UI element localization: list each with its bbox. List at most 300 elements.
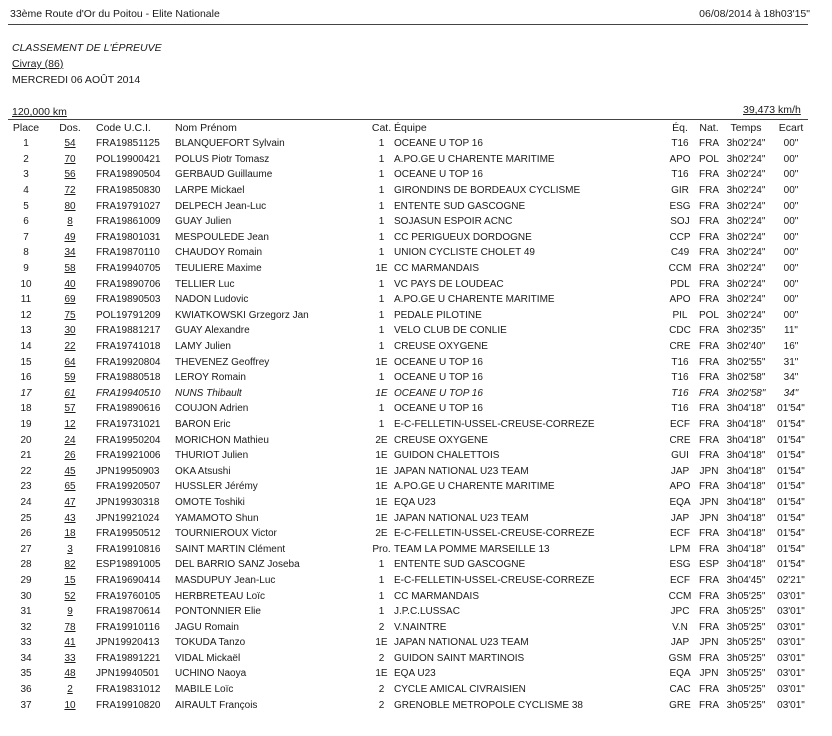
cell-dos	[44, 510, 96, 526]
bib-number: 18	[64, 528, 76, 540]
cell-eq: LPM	[669, 543, 691, 555]
bib-number: 15	[64, 574, 76, 586]
cell-equipe: EQA U23	[394, 668, 436, 680]
bib-number: 41	[64, 637, 76, 649]
cell-cat: 1	[378, 590, 385, 602]
table-row	[8, 417, 812, 433]
cell-place: 23	[20, 481, 32, 493]
cell-dos	[44, 432, 96, 448]
col-place: Place	[12, 122, 40, 134]
cell-temps: 3h05'25"	[726, 684, 766, 696]
cell-eq: APO	[669, 481, 691, 493]
cell-equipe: E-C-FELLETIN-USSEL-CREUSE-CORREZE	[394, 574, 595, 586]
cell-cat: 1E	[375, 387, 388, 399]
cell-ecart: 03'01"	[777, 621, 805, 633]
col-dos: Dos.	[59, 122, 81, 134]
cell-eq: PDL	[670, 278, 690, 290]
cell-temps: 3h02'24"	[726, 169, 766, 181]
race-name: 33ème Route d'Or du Poitou - Elite Nationale	[10, 8, 220, 20]
cell-eq: SOJ	[670, 216, 690, 228]
cell-nat: FRA	[699, 356, 719, 368]
table-row	[8, 495, 812, 511]
cell-cat: 1E	[375, 263, 388, 275]
cell-nat: FRA	[699, 231, 719, 243]
cell-nat: FRA	[699, 606, 719, 618]
cell-equipe: GIRONDINS DE BORDEAUX CYCLISME	[394, 185, 581, 197]
cell-dos	[44, 448, 96, 464]
cell-eq: GUI	[671, 450, 689, 462]
cell-dos	[44, 651, 96, 667]
bib-number: 22	[64, 341, 76, 353]
table-row	[8, 573, 812, 589]
cell-temps: 3h02'24"	[726, 263, 766, 275]
cell-uci: FRA19690414	[96, 574, 161, 586]
cell-place: 2	[23, 153, 29, 165]
cell-place: 14	[20, 341, 32, 353]
cell-nom: CHAUDOY Romain	[175, 247, 263, 259]
cell-temps: 3h02'24"	[726, 294, 766, 306]
cell-place: 30	[20, 590, 32, 602]
col-nom: Nom Prénom	[175, 122, 237, 134]
cell-nom: PONTONNIER Elie	[175, 606, 261, 618]
cell-temps: 3h02'24"	[726, 185, 766, 197]
cell-cat: 2	[378, 652, 385, 664]
cell-equipe: CYCLE AMICAL CIVRAISIEN	[394, 684, 526, 696]
cell-uci: FRA19731021	[96, 418, 161, 430]
cell-equipe: UNION CYCLISTE CHOLET 49	[394, 247, 535, 259]
cell-place: 19	[20, 418, 32, 430]
cell-cat: 1	[378, 309, 385, 321]
cell-eq: ESG	[669, 559, 691, 571]
cell-ecart: 01'54"	[777, 434, 805, 446]
cell-ecart: 00"	[783, 231, 799, 243]
cell-uci: FRA19741018	[96, 341, 161, 353]
cell-temps: 3h02'58"	[726, 387, 766, 399]
cell-nom: TOKUDA Tanzo	[175, 637, 246, 649]
cell-cat: 2	[378, 621, 385, 633]
cell-dos	[44, 323, 96, 339]
cell-nat: FRA	[699, 528, 719, 540]
results-body	[8, 136, 812, 713]
cell-uci: FRA19760105	[96, 590, 161, 602]
bib-number: 26	[64, 450, 76, 462]
cell-ecart: 01'54"	[777, 465, 805, 477]
table-row	[8, 152, 812, 168]
cell-eq: T16	[671, 387, 689, 399]
table-row	[8, 354, 812, 370]
cell-uci: FRA19890504	[96, 169, 161, 181]
cell-uci: FRA19851125	[96, 138, 160, 150]
cell-dos	[44, 604, 96, 620]
bib-number: 10	[64, 699, 76, 711]
cell-cat: 2	[378, 699, 385, 711]
cell-cat: 1	[378, 574, 385, 586]
cell-dos	[44, 214, 96, 230]
cell-dos	[44, 230, 96, 246]
cell-eq: CRE	[669, 434, 691, 446]
header-divider	[8, 24, 808, 25]
bib-number: 40	[64, 278, 76, 290]
bib-number: 45	[64, 465, 76, 477]
bib-number: 64	[64, 356, 76, 368]
cell-nat: FRA	[699, 169, 719, 181]
bib-number: 33	[64, 652, 76, 664]
cell-ecart: 34"	[783, 387, 799, 399]
table-row	[8, 308, 812, 324]
cell-nom: YAMAMOTO Shun	[175, 512, 259, 524]
cell-eq: ESG	[669, 200, 691, 212]
cell-ecart: 00"	[783, 200, 799, 212]
table-row	[8, 619, 812, 635]
cell-dos	[44, 697, 96, 713]
cell-uci: JPN19930318	[96, 496, 160, 508]
cell-nat: FRA	[699, 621, 719, 633]
cell-nom: BARON Eric	[175, 418, 231, 430]
cell-nat: FRA	[699, 434, 719, 446]
bib-number: 72	[64, 185, 76, 197]
table-row	[8, 541, 812, 557]
cell-cat: 1	[378, 169, 385, 181]
cell-cat: 1	[378, 138, 385, 150]
table-row	[8, 448, 812, 464]
table-row	[8, 588, 812, 604]
cell-uci: FRA19881217	[96, 325, 161, 337]
cell-ecart: 00"	[783, 247, 799, 259]
cell-nom: TELLIER Luc	[175, 278, 235, 290]
cell-uci: FRA19870614	[96, 606, 161, 618]
cell-place: 9	[23, 263, 29, 275]
cell-temps: 3h02'40"	[726, 341, 766, 353]
cell-ecart: 01'54"	[777, 528, 805, 540]
col-ecart: Ecart	[778, 122, 804, 134]
cell-uci: FRA19880518	[96, 372, 161, 384]
cell-cat: 1	[378, 606, 385, 618]
bib-number: 78	[64, 621, 76, 633]
cell-nom: OMOTE Toshiki	[175, 496, 245, 508]
table-row	[8, 276, 812, 292]
bib-number: 8	[67, 216, 73, 228]
cell-equipe: JAPAN NATIONAL U23 TEAM	[394, 465, 529, 477]
cell-eq: T16	[671, 403, 689, 415]
table-row	[8, 526, 812, 542]
table-row	[8, 401, 812, 417]
race-location: Civray (86)	[12, 58, 64, 70]
cell-cat: 1	[378, 216, 385, 228]
cell-ecart: 00"	[783, 278, 799, 290]
bib-number: 52	[64, 590, 76, 602]
cell-eq: CRE	[669, 341, 691, 353]
cell-cat: 1	[378, 372, 385, 384]
cell-uci: FRA19910116	[96, 621, 160, 633]
cell-cat: 1	[378, 278, 385, 290]
cell-ecart: 01'54"	[777, 512, 805, 524]
cell-eq: ECF	[670, 574, 690, 586]
cell-temps: 3h02'24"	[726, 153, 766, 165]
cell-place: 16	[20, 372, 32, 384]
table-row	[8, 214, 812, 230]
cell-equipe: J.P.C.LUSSAC	[394, 606, 460, 618]
cell-eq: CCM	[668, 263, 692, 275]
bib-number: 57	[64, 403, 76, 415]
cell-place: 27	[20, 543, 32, 555]
cell-uci: JPN19940501	[96, 668, 160, 680]
cell-nat: FRA	[699, 263, 719, 275]
cell-uci: FRA19950204	[96, 434, 161, 446]
cell-nat: FRA	[699, 185, 719, 197]
cell-temps: 3h05'25"	[726, 621, 766, 633]
cell-equipe: CC PERIGUEUX DORDOGNE	[394, 231, 532, 243]
cell-uci: FRA19890503	[96, 294, 161, 306]
cell-temps: 3h04'18"	[726, 450, 766, 462]
cell-ecart: 11"	[784, 325, 798, 337]
cell-equipe: A.PO.GE U CHARENTE MARITIME	[394, 481, 555, 493]
cell-uci: FRA19921006	[96, 450, 161, 462]
cell-ecart: 03'01"	[777, 699, 805, 711]
cell-temps: 3h02'58"	[726, 372, 766, 384]
cell-eq: EQA	[669, 668, 691, 680]
cell-temps: 3h04'45"	[726, 574, 766, 586]
cell-place: 5	[23, 200, 29, 212]
cell-nom: VIDAL Mickaël	[175, 652, 241, 664]
cell-place: 33	[20, 637, 32, 649]
cell-place: 15	[20, 356, 32, 368]
table-row	[8, 604, 812, 620]
cell-equipe: GUIDON CHALETTOIS	[394, 450, 500, 462]
cell-ecart: 03'01"	[777, 652, 805, 664]
bib-number: 2	[67, 684, 73, 696]
cell-nat: JPN	[699, 512, 719, 524]
cell-nom: OKA Atsushi	[175, 465, 231, 477]
cell-cat: 2E	[375, 528, 388, 540]
cell-dos	[44, 635, 96, 651]
cell-ecart: 01'54"	[777, 403, 805, 415]
cell-ecart: 03'01"	[777, 668, 805, 680]
cell-uci: FRA19791027	[96, 200, 161, 212]
race-distance: 120,000 km	[12, 106, 67, 118]
cell-ecart: 01'54"	[777, 450, 805, 462]
cell-nom: MESPOULEDE Jean	[175, 231, 269, 243]
cell-ecart: 00"	[783, 138, 799, 150]
results-table	[8, 120, 812, 713]
cell-nom: TOURNIEROUX Victor	[175, 528, 277, 540]
cell-place: 36	[20, 684, 32, 696]
cell-place: 11	[20, 294, 32, 306]
cell-equipe: E-C-FELLETIN-USSEL-CREUSE-CORREZE	[394, 418, 595, 430]
cell-temps: 3h02'24"	[726, 200, 766, 212]
bib-number: 3	[67, 543, 73, 555]
cell-dos	[44, 292, 96, 308]
cell-equipe: TEAM LA POMME MARSEILLE 13	[394, 543, 550, 555]
cell-dos	[44, 666, 96, 682]
cell-dos	[44, 526, 96, 542]
table-row	[8, 386, 812, 402]
cell-eq: CCM	[668, 590, 692, 602]
cell-dos	[44, 370, 96, 386]
cell-cat: 1E	[375, 496, 388, 508]
cell-ecart: 00"	[783, 153, 799, 165]
cell-place: 37	[20, 699, 32, 711]
cell-uci: FRA19890616	[96, 403, 161, 415]
cell-nat: ESP	[698, 559, 719, 571]
bib-number: 61	[64, 387, 76, 399]
cell-nom: HUSSLER Jérémy	[175, 481, 258, 493]
bib-number: 43	[64, 512, 76, 524]
table-row	[8, 245, 812, 261]
cell-ecart: 34"	[783, 372, 799, 384]
cell-nat: FRA	[699, 216, 719, 228]
cell-dos	[44, 183, 96, 199]
cell-cat: 1	[378, 231, 385, 243]
cell-temps: 3h02'24"	[726, 247, 766, 259]
cell-dos	[44, 573, 96, 589]
cell-nat: FRA	[699, 590, 719, 602]
cell-equipe: CREUSE OXYGENE	[394, 341, 488, 353]
cell-place: 1	[23, 138, 29, 150]
cell-uci: FRA19910816	[96, 543, 161, 555]
cell-equipe: PEDALE PILOTINE	[394, 309, 482, 321]
cell-place: 29	[20, 574, 32, 586]
cell-uci: JPN19921024	[96, 512, 160, 524]
cell-cat: 1	[378, 200, 385, 212]
cell-temps: 3h04'18"	[726, 512, 766, 524]
cell-ecart: 00"	[783, 263, 799, 275]
cell-equipe: A.PO.GE U CHARENTE MARITIME	[394, 294, 555, 306]
bib-number: 9	[67, 606, 73, 618]
table-row	[8, 463, 812, 479]
cell-eq: APO	[669, 153, 691, 165]
col-nat: Nat.	[699, 122, 719, 134]
cell-place: 12	[20, 309, 32, 321]
cell-nat: POL	[698, 153, 719, 165]
cell-cat: 1	[378, 325, 385, 337]
cell-nat: FRA	[699, 294, 719, 306]
cell-nat: FRA	[699, 200, 719, 212]
table-row	[8, 323, 812, 339]
table-row	[8, 635, 812, 651]
cell-eq: T16	[671, 356, 689, 368]
cell-uci: FRA19831012	[96, 684, 161, 696]
bib-number: 59	[64, 372, 76, 384]
cell-equipe: EQA U23	[394, 496, 436, 508]
cell-place: 4	[23, 185, 29, 197]
cell-eq: T16	[671, 169, 689, 181]
cell-cat: 1E	[375, 481, 388, 493]
cell-temps: 3h04'18"	[726, 559, 766, 571]
cell-temps: 3h02'24"	[726, 138, 766, 150]
cell-nom: TEULIERE Maxime	[175, 263, 262, 275]
cell-nom: JAGU Romain	[175, 621, 239, 633]
cell-equipe: VC PAYS DE LOUDEAC	[394, 278, 504, 290]
cell-uci: ESP19891005	[96, 559, 161, 571]
cell-uci: JPN19950903	[96, 465, 160, 477]
cell-temps: 3h05'25"	[726, 606, 766, 618]
cell-eq: APO	[669, 294, 691, 306]
cell-ecart: 00"	[783, 309, 799, 321]
cell-temps: 3h05'25"	[726, 637, 766, 649]
bib-number: 34	[64, 247, 76, 259]
race-date: MERCREDI 06 AOÛT 2014	[12, 74, 141, 86]
cell-cat: 1	[378, 247, 385, 259]
col-cat: Cat.	[371, 122, 392, 134]
col-uci: Code U.C.I.	[96, 122, 151, 134]
cell-place: 34	[20, 652, 32, 664]
cell-place: 17	[20, 387, 32, 399]
table-row	[8, 136, 812, 152]
bib-number: 48	[64, 668, 76, 680]
cell-ecart: 01'54"	[777, 559, 805, 571]
cell-nom: NADON Ludovic	[175, 294, 249, 306]
cell-ecart: 01'54"	[777, 481, 805, 493]
cell-nat: FRA	[699, 403, 719, 415]
bib-number: 58	[64, 263, 76, 275]
table-row	[8, 432, 812, 448]
cell-dos	[44, 463, 96, 479]
print-timestamp: 06/08/2014 à 18h03'15"	[699, 8, 810, 20]
cell-place: 7	[23, 231, 29, 243]
cell-uci: POL19900421	[96, 153, 161, 165]
cell-place: 28	[20, 559, 32, 571]
cell-dos	[44, 401, 96, 417]
cell-uci: FRA19910820	[96, 699, 161, 711]
cell-nat: FRA	[699, 418, 719, 430]
cell-eq: ECF	[670, 418, 690, 430]
cell-equipe: GRENOBLE METROPOLE CYCLISME 38	[394, 699, 583, 711]
cell-cat: 1E	[375, 668, 388, 680]
bib-number: 70	[64, 153, 76, 165]
cell-equipe: OCEANE U TOP 16	[394, 138, 483, 150]
cell-temps: 3h04'18"	[726, 418, 766, 430]
cell-equipe: JAPAN NATIONAL U23 TEAM	[394, 637, 529, 649]
cell-eq: GRE	[669, 699, 691, 711]
table-row	[8, 557, 812, 573]
cell-ecart: 02'21"	[777, 574, 805, 586]
table-row	[8, 651, 812, 667]
cell-eq: JAP	[670, 465, 690, 477]
table-row	[8, 697, 812, 713]
table-row	[8, 292, 812, 308]
cell-equipe: E-C-FELLETIN-USSEL-CREUSE-CORREZE	[394, 528, 595, 540]
cell-cat: 1E	[375, 512, 388, 524]
cell-nom: BLANQUEFORT Sylvain	[175, 138, 285, 150]
cell-temps: 3h04'18"	[726, 403, 766, 415]
cell-eq: T16	[671, 138, 689, 150]
cell-place: 13	[20, 325, 32, 337]
cell-dos	[44, 417, 96, 433]
cell-cat: 1E	[375, 450, 388, 462]
cell-place: 8	[23, 247, 29, 259]
cell-ecart: 03'01"	[777, 637, 805, 649]
cell-uci: FRA19861009	[96, 216, 161, 228]
cell-nat: JPN	[699, 465, 719, 477]
cell-equipe: CC MARMANDAIS	[394, 263, 480, 275]
cell-nom: NUNS Thibault	[175, 387, 242, 399]
cell-uci: FRA19801031	[96, 231, 161, 243]
cell-ecart: 00"	[783, 185, 799, 197]
cell-temps: 3h02'24"	[726, 309, 766, 321]
cell-equipe: OCEANE U TOP 16	[394, 372, 483, 384]
cell-nom: UCHINO Naoya	[175, 668, 247, 680]
cell-eq: V.N	[672, 621, 688, 633]
cell-nat: FRA	[699, 574, 719, 586]
bib-number: 49	[64, 231, 76, 243]
bib-number: 65	[64, 481, 76, 493]
bib-number: 80	[64, 200, 76, 212]
cell-place: 22	[20, 465, 32, 477]
cell-dos	[44, 167, 96, 183]
cell-temps: 3h04'18"	[726, 496, 766, 508]
cell-dos	[44, 354, 96, 370]
bib-number: 56	[64, 169, 76, 181]
